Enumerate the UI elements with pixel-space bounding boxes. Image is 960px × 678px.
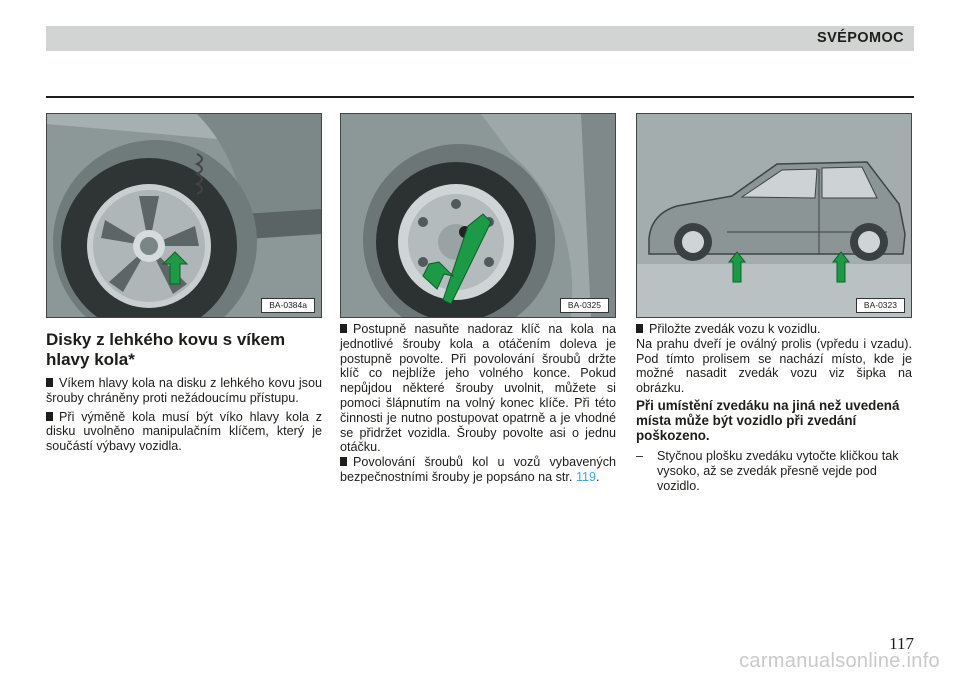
paragraph-end: . — [596, 469, 600, 484]
wheel-wrench-illustration — [341, 114, 615, 317]
paragraph — [46, 410, 322, 454]
warning-text: Při umístění zvedáku na jiná než uvedená místa může být vozidlo při zvedání poškozeno. — [636, 397, 900, 443]
figure-code: BA-0323 — [856, 298, 905, 313]
alloy-wheel-illustration — [47, 114, 321, 317]
figure-code: BA-0325 — [560, 298, 609, 313]
paragraph-text: Při výměně kola musí být víko hlavy kola z disku uvolněno manipulačním klíčem, který je součástí výbavy vozidla. — [46, 409, 322, 454]
list-item — [636, 449, 912, 493]
heading-line-2: hlavy kola* — [46, 350, 135, 369]
section-heading — [46, 330, 322, 370]
heading-line-1: Disky z lehkého kovu s víkem — [46, 330, 286, 349]
paragraph-text: Na prahu dveří je oválný prolis (vpředu i vzadu). Pod tímto prolisem se nachází místo, kde je možné nasadit zvedák vozu viz šipka na obrázku. — [636, 336, 912, 396]
column-alloy-wheels — [46, 322, 322, 454]
bullet-icon — [340, 324, 347, 333]
header-bar — [46, 26, 914, 51]
car-side-illustration — [637, 114, 911, 317]
section-title: SVÉPOMOC — [817, 30, 904, 46]
paragraph — [636, 337, 912, 396]
figure-wheel-wrench — [340, 113, 616, 318]
column-loosening-bolts — [340, 322, 616, 485]
paragraph-text: Postupně nasuňte nadoraz klíč na kola na jednotlivé šrouby kola a otáčením doleva je postupně povolte. Při povolování šroubů držte klíč co nejblíže jeho volného konce. Pokud nepůjdou některé šrouby uvolnit, můžete si pomoci šlápnutím na volný konec klíče. Při této činnosti je nutno postupovat opatrně a je vhodné se přidržet vozidla. Šrouby povolte asi o jednu otáčku. — [340, 322, 616, 455]
page-number: 117 — [889, 634, 914, 653]
bullet-icon — [46, 378, 53, 387]
bullet-icon — [340, 457, 347, 466]
paragraph — [340, 455, 616, 485]
figure-code: BA-0384a — [261, 298, 315, 313]
bullet-icon — [46, 412, 53, 421]
paragraph-text: Víkem hlavy kola na disku z lehkého kovu jsou šrouby chráněny proti nežádoucímu přístupu. — [46, 376, 322, 405]
header-rule — [46, 96, 914, 98]
bullet-icon — [636, 324, 643, 333]
paragraph — [340, 322, 616, 455]
list-item-text: Styčnou plošku zvedáku vytočte kličkou tak vysoko, až se zvedák přesně vejde pod vozidlo. — [657, 448, 899, 493]
paragraph-text: Povolování šroubů kol u vozů vybavených bezpečnostními šrouby je popsáno na str. — [340, 455, 616, 484]
watermark: carmanualsonline.info — [739, 650, 940, 672]
figure-alloy-wheel — [46, 113, 322, 318]
paragraph — [46, 376, 322, 406]
paragraph — [636, 322, 912, 337]
dash-marker: – — [636, 448, 644, 463]
column-jack-placement — [636, 322, 912, 493]
page-reference-link[interactable]: 119 — [575, 469, 597, 484]
paragraph-text: Přiložte zvedák vozu k vozidlu. — [649, 322, 821, 336]
figure-car-jack-points — [636, 113, 912, 318]
